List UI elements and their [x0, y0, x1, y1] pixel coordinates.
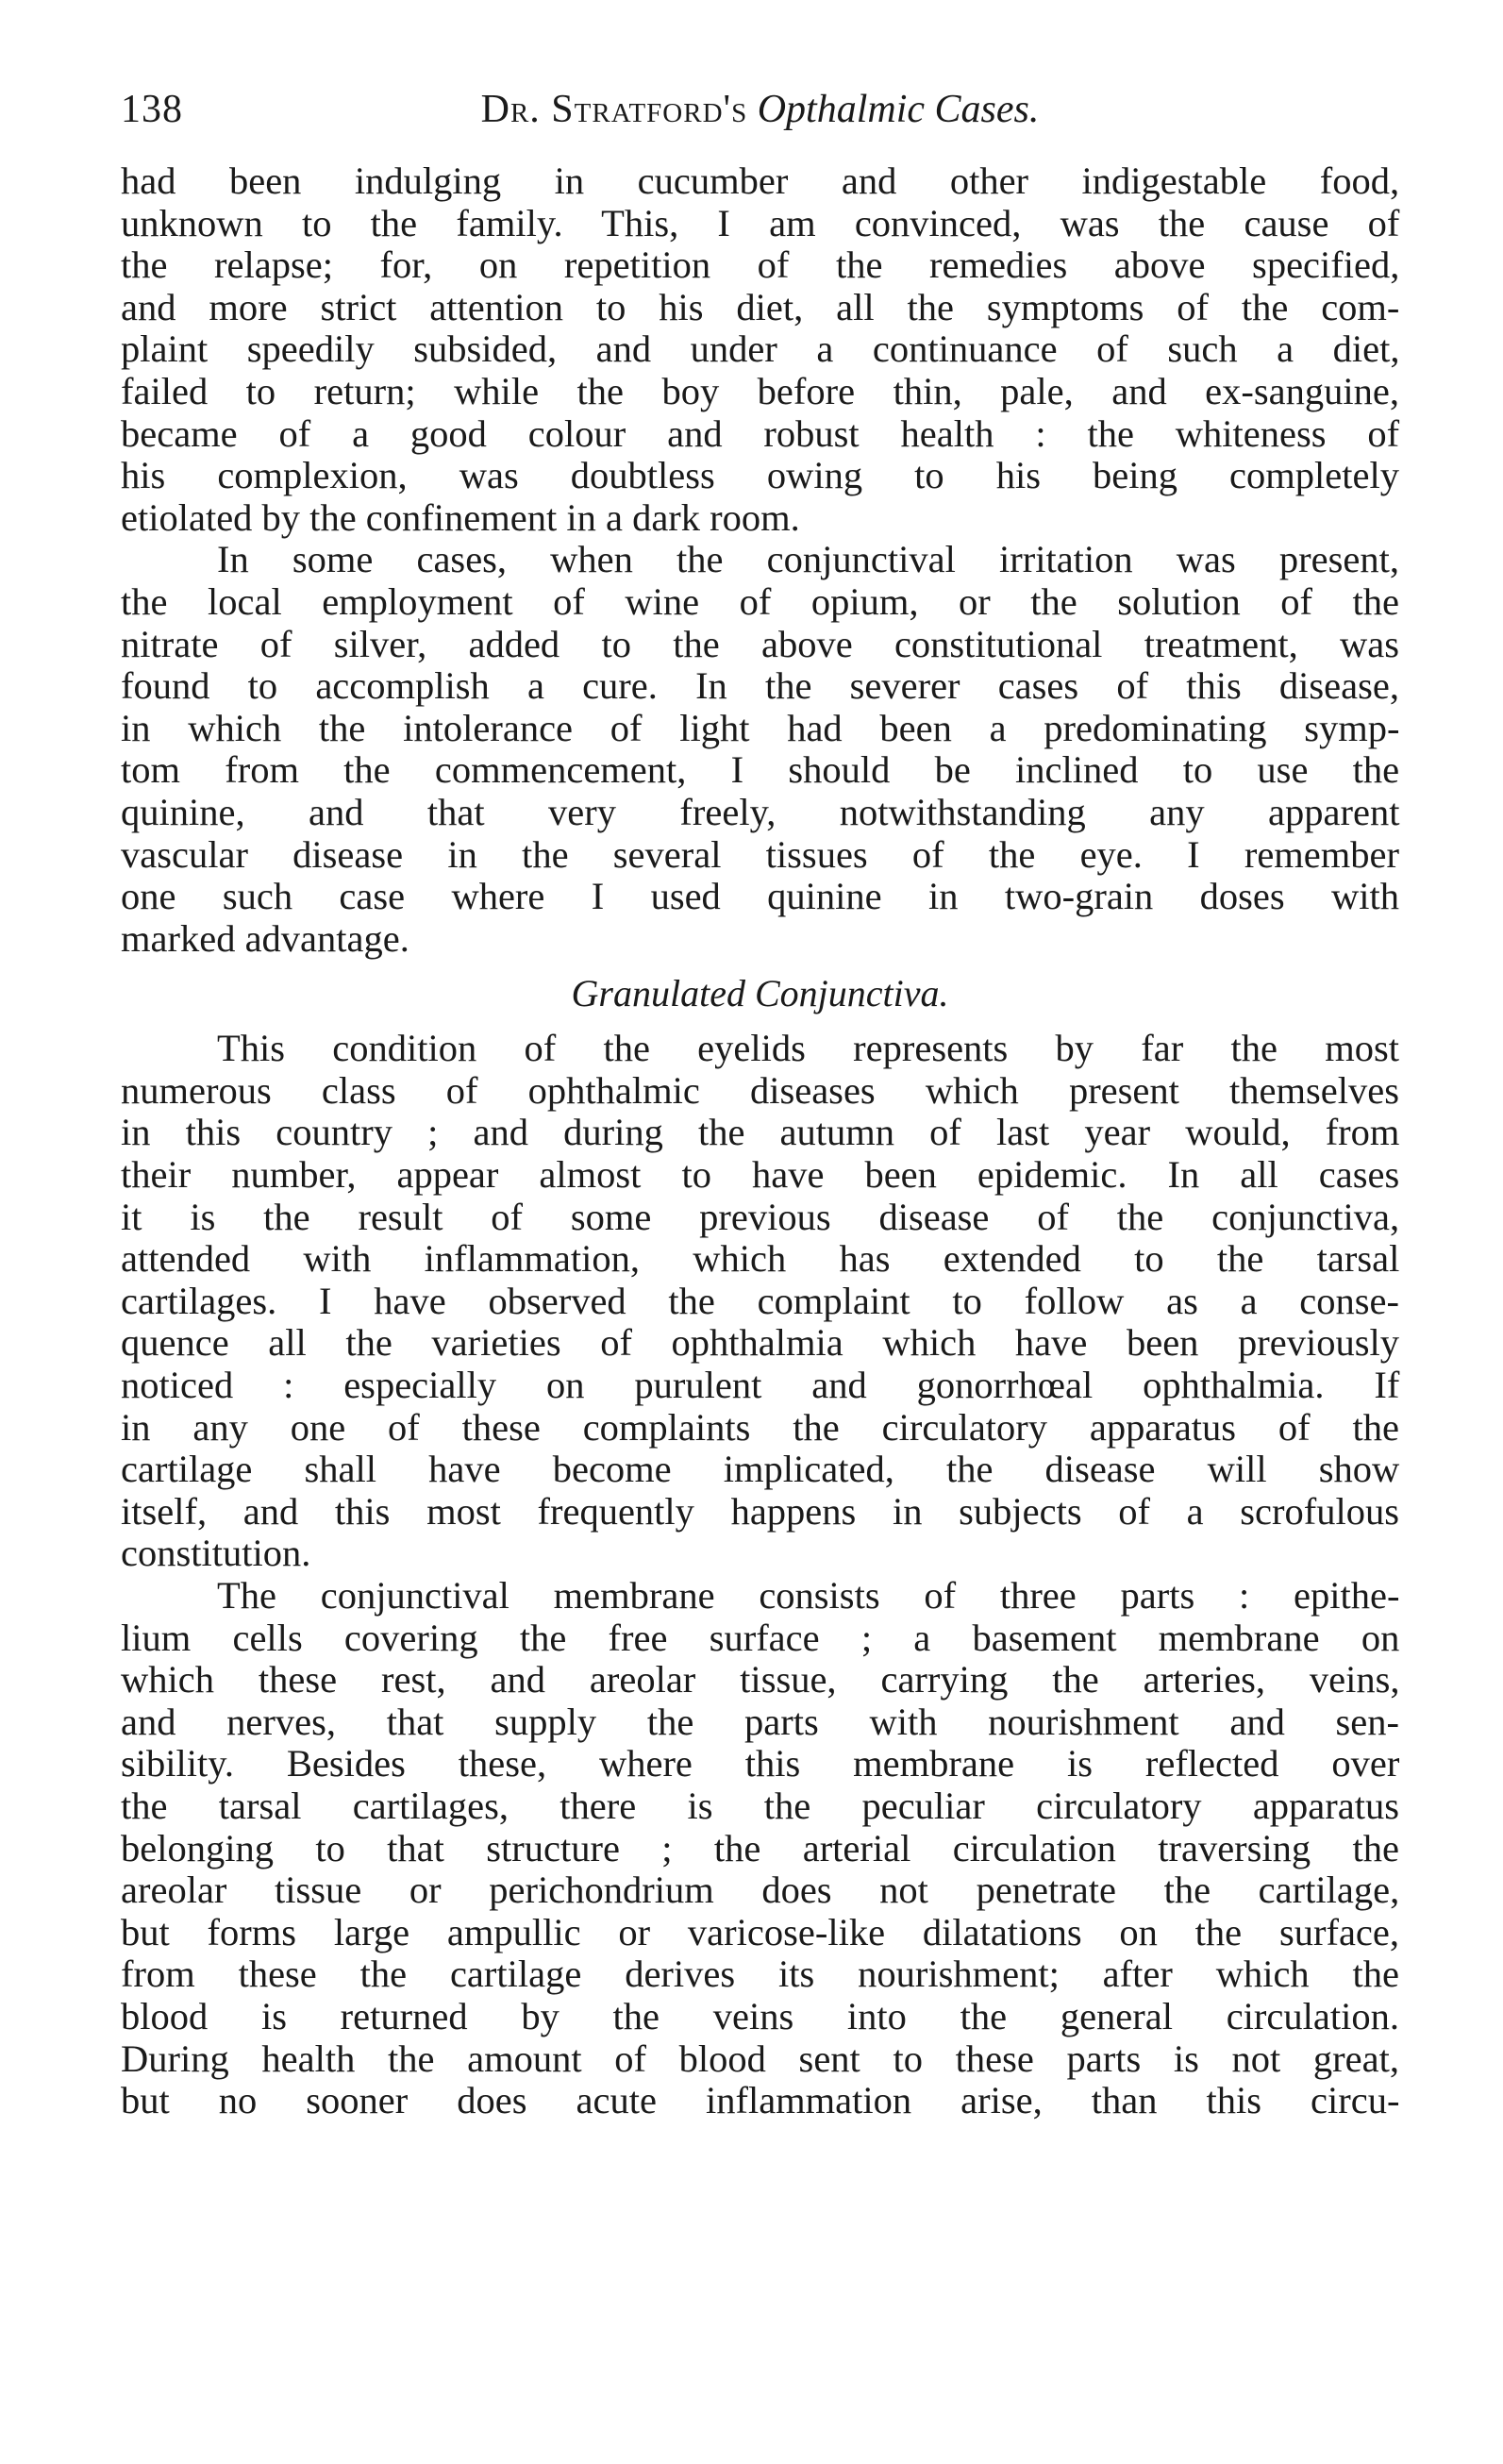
- text-line: had been indulging in cucumber and other indigestable food,: [121, 159, 1400, 202]
- paragraph-treatment: [121, 539, 1399, 960]
- text-line: the tarsal cartilages, there is the peculiar circulatory apparatus: [121, 1784, 1399, 1827]
- text-line: in this country ; and during the autumn of last year would, from: [121, 1111, 1400, 1154]
- text-line: blood is returned by the veins into the general circulation.: [121, 1994, 1399, 2037]
- paragraph-granulated-intro: [121, 1028, 1399, 1575]
- text-line: which these rest, and areolar tissue, carrying the arteries, veins,: [121, 1658, 1400, 1701]
- text-line: found to accomplish a cure. In the severer cases of this disease,: [121, 664, 1399, 708]
- text-line: in any one of these complaints the circulatory apparatus of the: [121, 1405, 1399, 1449]
- text-line: In some cases, when the conjunctival irritation was present,: [217, 538, 1399, 581]
- text-line: belonging to that structure ; the arterial circulation traversing the: [121, 1826, 1400, 1869]
- text-line: from these the cartilage derives its nourishment; after which the: [121, 1953, 1399, 1996]
- section-heading: Granulated Conjunctiva.: [571, 972, 949, 1015]
- text-line: numerous class of ophthalmic diseases which present themselves: [121, 1068, 1399, 1112]
- text-line: vascular disease in the several tissues of the eye. I remember: [121, 832, 1399, 876]
- text-line: itself, and this most frequently happens in subjects of a scrofulous: [121, 1489, 1399, 1533]
- text-line: constitution.: [121, 1532, 311, 1575]
- text-line: sibility. Besides these, where this membrane is reflected over: [121, 1742, 1400, 1785]
- text-line: unknown to the family. This, I am convinced, was the cause of: [121, 201, 1400, 244]
- text-line: etiolated by the confinement in a dark room.: [121, 495, 800, 539]
- text-line: failed to return; while the boy before thin, pale, and ex-sanguine,: [121, 369, 1399, 412]
- text-line: attended with inflammation, which has extended to the tarsal: [121, 1237, 1400, 1281]
- text-line: nitrate of silver, added to the above constitutional treatment, was: [121, 622, 1399, 665]
- text-line: tom from the commencement, I should be inclined to use the: [121, 748, 1400, 792]
- text-line: in which the intolerance of light had been a predominating symp-: [121, 706, 1400, 749]
- running-title: [121, 87, 1399, 132]
- text-line: and more strict attention to his diet, all the symptoms of the com-: [121, 285, 1400, 328]
- text-line: one such case where I used quinine in two-grain doses with: [121, 875, 1399, 918]
- text-line: became of a good colour and robust health : the whiteness of: [121, 411, 1400, 455]
- text-line: their number, appear almost to have been epidemic. In all cases: [121, 1153, 1400, 1197]
- text-line: areolar tissue or perichondrium does not penetrate the cartilage,: [121, 1869, 1400, 1912]
- text-line: his complexion, was doubtless owing to his being completely: [121, 454, 1399, 497]
- text-line: quinine, and that very freely, notwithstanding any apparent: [121, 790, 1400, 833]
- paragraph-conjunctival-membrane: [121, 1575, 1399, 2122]
- text-line: This condition of the eyelids represents by far the most: [217, 1027, 1399, 1070]
- text-line: cartilage shall have become implicated, the disease will show: [121, 1448, 1400, 1491]
- text-line: but no sooner does acute inflammation arise, than this circu-: [121, 2079, 1400, 2122]
- text-line: During health the amount of blood sent to these parts is not great,: [121, 2037, 1399, 2080]
- text-line: plaint speedily subsided, and under a continuance of such a diet,: [121, 327, 1400, 371]
- text-line: cartilages. I have observed the complaint to follow as a conse-: [121, 1279, 1399, 1322]
- text-line: The conjunctival membrane consists of three parts : epithe-: [217, 1574, 1400, 1617]
- text-line: it is the result of some previous disease of the conjunctiva,: [121, 1195, 1400, 1238]
- page-number: 138: [121, 88, 183, 131]
- running-head: [121, 87, 1399, 147]
- running-title-author: Dr. Stratford's: [480, 88, 748, 131]
- book-page: [121, 87, 1399, 2122]
- text-line: but forms large ampullic or varicose-like dilatations on the surface,: [121, 1910, 1399, 1953]
- text-line: marked advantage.: [121, 916, 409, 960]
- paragraph-continued: [121, 160, 1399, 539]
- text-line: noticed : especially on purulent and gonorrhœal ophthalmia. If: [121, 1364, 1400, 1407]
- running-title-work: Opthalmic Cases.: [757, 88, 1040, 131]
- text-line: the relapse; for, on repetition of the remedies above specified,: [121, 243, 1400, 287]
- text-line: and nerves, that supply the parts with nourishment and sen-: [121, 1700, 1399, 1743]
- text-line: quence all the varieties of ophthalmia which have been previously: [121, 1321, 1399, 1365]
- text-line: the local employment of wine of opium, or the solution of the: [121, 579, 1399, 623]
- text-line: lium cells covering the free surface ; a basement membrane on: [121, 1616, 1400, 1659]
